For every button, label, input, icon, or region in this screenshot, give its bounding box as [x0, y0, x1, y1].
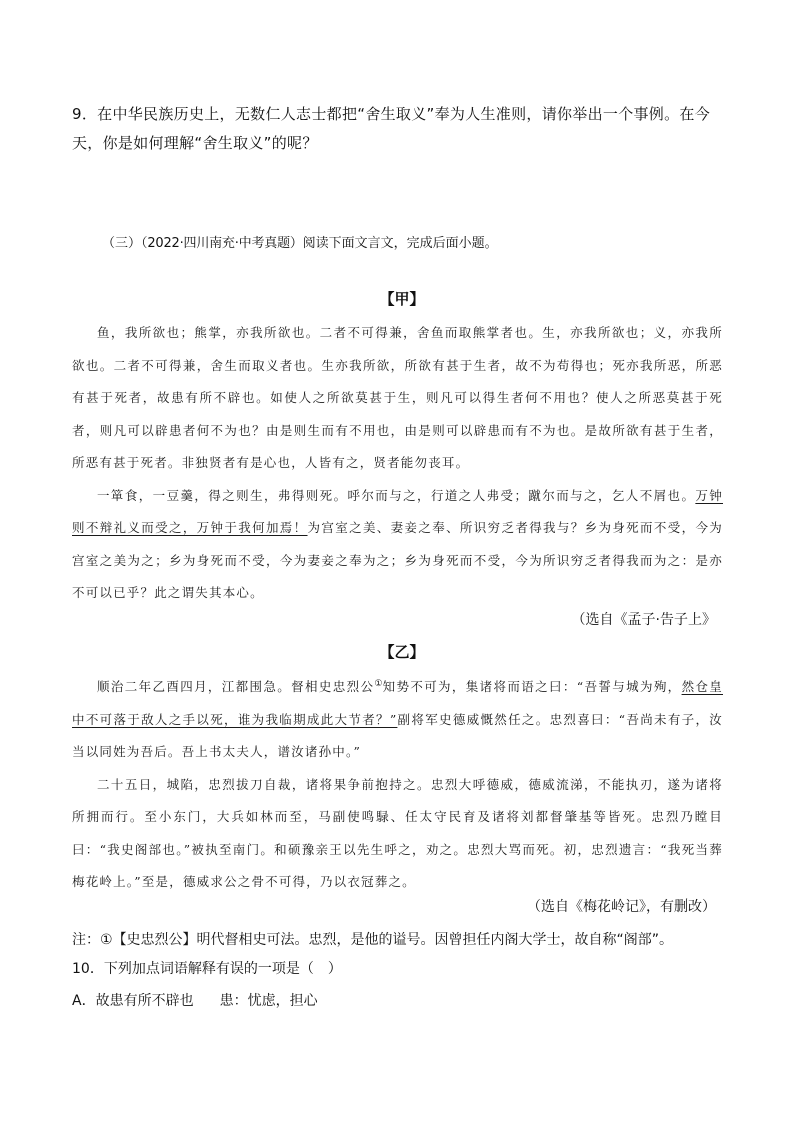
passage-jia-source: （选自《孟子·告子上》 — [571, 612, 716, 628]
footnote-marker: ① — [374, 679, 383, 689]
option-a-phrase: A．故患有所不辟也 — [72, 993, 194, 1009]
option-a-gloss: 患：忧虑，担心 — [219, 993, 318, 1009]
passage-yi-heading: 【乙】 — [379, 643, 425, 661]
passage-yi-p1-middle: 知势不可为，集诸将而语之曰：“吾誓与城为殉， — [382, 679, 682, 695]
passage-jia-p2-text: 一箪食，一豆羹，得之则生，弗得则死。呼尔而与之，行道之人弗受；蹴尔而与之，乞人不屑也。 — [97, 487, 696, 503]
question-10-option-a — [72, 989, 732, 1013]
passage-jia-text — [72, 317, 723, 610]
underlined-sentence: 然仓皇中不可落于敌人之手以死，谁为我临期成此大节者？” — [72, 679, 723, 727]
passage-yi-paragraph-2: 二十五日，城陷，忠烈拔刀自裁，诸将果争前抱持之。忠烈大呼德威，德威流涕，不能执刃，遂为诸将所拥而行。至小东门，大兵如林而至，马副使鸣騄、任太守民育及诸将刘都督肇基等皆死。忠烈乃瞠目曰：“我史阁部也。”被执至南门。和硕豫亲王以先生呼之，劝之。忠烈大骂而死。初，忠烈遗言：“我死当葬梅花岭上。”至是，德威求公之骨不可得，乃以衣冠葬之。 — [72, 776, 723, 890]
passage-jia-heading: 【甲】 — [379, 290, 425, 308]
passage-yi-paragraph-1 — [72, 668, 723, 769]
question-9: 9．在中华民族历史上，无数仁人志士都把“舍生取义”奉为人生准则，请你举出一个事例。在今天，你是如何理解“舍生取义”的呢？ — [72, 105, 710, 152]
passage-yi-p1-text: 顺治二年乙酉四月，江都围急。督相史忠烈公 — [97, 679, 375, 695]
footnote: 注：①【史忠烈公】明代督相史可法。忠烈，是他的谥号。因曾担任内阁大学士，故自称“阁部”。 — [72, 932, 674, 948]
passage-yi-text — [72, 668, 723, 899]
section-3-intro — [102, 232, 742, 256]
question-10-stem: 10．下列加点词语解释有误的一项是（ ） — [72, 961, 342, 977]
passage-jia-paragraph-1: 鱼，我所欲也；熊掌，亦我所欲也。二者不可得兼，舍鱼而取熊掌者也。生，亦我所欲也；义，亦我所欲也。二者不可得兼，舍生而取义者也。生亦我所欲，所欲有甚于生者，故不为苟得也；死亦我所恶，所恶有甚于死者，故患有所不辟也。如使人之所欲莫甚于生，则凡可以得生者何不用也？使人之所恶莫甚于死者，则凡可以辟患者何不为也？由是则生而有不用也，由是则可以辟患而有不为也。是故所欲有甚于生者，所恶有甚于死者。非独贤者有是心也，人皆有之，贤者能勿丧耳。 — [72, 325, 723, 470]
section-number: （三） — [102, 236, 142, 251]
passage-yi-p1-rest: 副将军史德威慨然任之。忠烈喜曰：“吾尚未有子，汝当以同姓为吾后。吾上书太夫人，谱汝诸孙中。” — [72, 711, 723, 760]
section-instruction: 阅读下面文言文，完成后面小题。 — [302, 236, 498, 251]
passage-jia-p2-rest: 为宫室之美、妻妾之奉、所识穷乏者得我与？乡为身死而不受，今为宫室之美为之；乡为身死而不受，今为妻妾之奉为之；乡为身死而不受，今为所识穷乏者得我而为之：是亦不可以已乎？此之谓失其本心。 — [72, 520, 723, 600]
passage-jia-paragraph-2 — [72, 480, 723, 610]
passage-yi-source: （选自《梅花岭记》，有删改） — [527, 899, 716, 915]
underlined-sentence: 万钟则不辩礼义而受之，万钟于我何加焉！ — [72, 487, 723, 535]
exam-source-label: （2022·四川南充·中考真题） — [141, 236, 303, 251]
